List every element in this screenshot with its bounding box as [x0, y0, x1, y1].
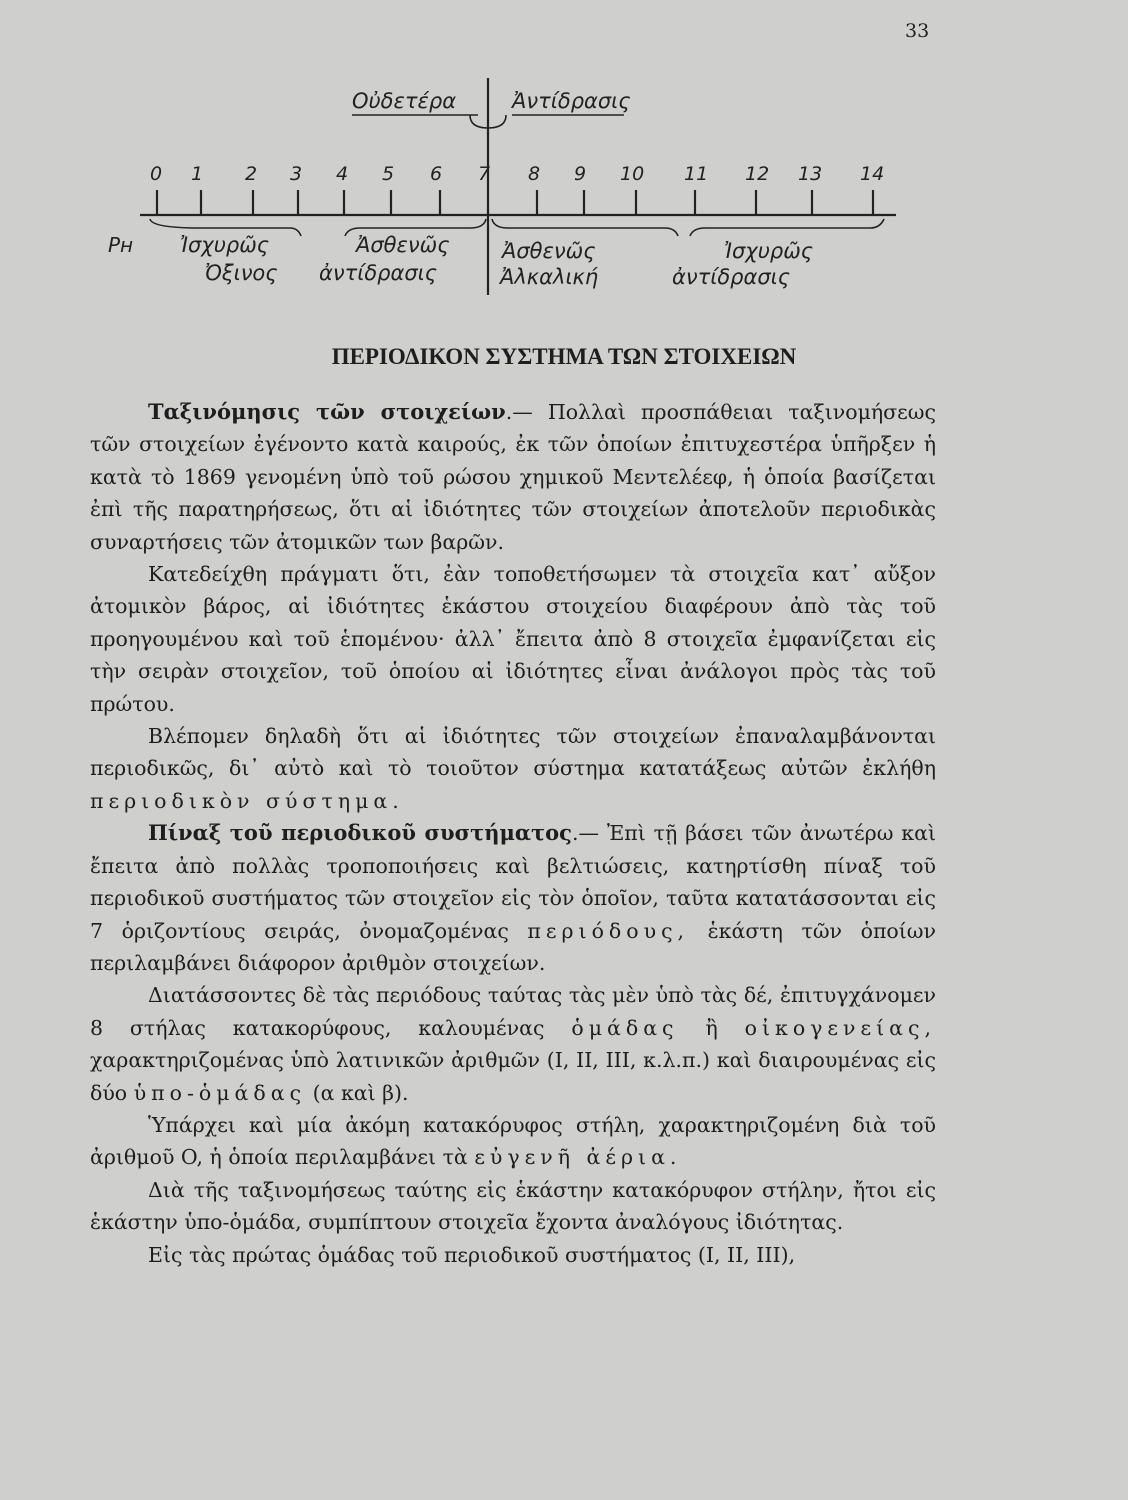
- tick-label: 4: [336, 163, 349, 185]
- paragraph: [90, 1174, 936, 1239]
- paragraph-title: Ταξινόμησις τῶν στοιχείων: [148, 399, 506, 424]
- paragraph-text: Ὑπάρχει καὶ μία ἀκόμη κατακόρυφος στήλη, χαρακτηριζομένη διὰ τοῦ ἀριθμοῦ O, ἡ ὁποία περιλαμβάνει τὰ: [90, 1112, 936, 1170]
- reaction-label-left: ἀντίδρασις: [319, 261, 438, 285]
- tick-label: 5: [382, 163, 395, 185]
- strong-base-label: Ἰσχυρῶς: [724, 239, 814, 263]
- page-number: 33: [905, 20, 930, 42]
- paragraph-text: Εἰς τὰς πρώτας ὁμάδας τοῦ περιοδικοῦ συστήματος (I, II, III),: [148, 1242, 796, 1267]
- paragraph-text: ἑκάστη τῶν ὁποίων περιλαμβάνει διάφορον ἀριθμὸν στοιχείων.: [90, 918, 936, 975]
- spaced-term: περιοδικὸν σύστημα.: [90, 788, 404, 813]
- ph-scale-diagram: [0, 0, 1128, 330]
- strong-acid-label: Ἰσχυρῶς: [180, 233, 270, 257]
- tick-label: 14: [860, 163, 885, 185]
- paragraph-text: .— Ἐπὶ τῇ βάσει τῶν ἀνωτέρω καὶ ἔπειτα ἀπὸ πολλὰς τροποποιήσεις καὶ βελτιώσεις, κατηρτίσθη πίναξ τοῦ περιοδικοῦ συστήματος τῶν στοιχεῖον εἰς τὸν ὁποῖον, ταῦτα κατατάσσονται εἰς 7 ὁριζοντίους σειράς, ὀνομαζομένας: [90, 821, 936, 943]
- section-heading: ΠΕΡΙΟΔΙΚΟΝ ΣΥΣΤΗΜΑ ΤΩΝ ΣΤΟΙΧΕΙΩΝ: [331, 344, 797, 369]
- paragraph: [90, 1239, 936, 1271]
- paragraph-text: Διὰ τῆς ταξινομήσεως ταύτης εἰς ἑκάστην κατακόρυφον στήλην, ἤτοι εἰς ἑκάστην ὑπο-ὁμάδα, συμπίπτουν στοιχεῖα ἔχοντα ἀναλόγους ἰδιότητας.: [90, 1177, 936, 1235]
- tick-label: 7: [478, 163, 491, 185]
- paragraph-text: χαρακτηριζομένας ὑπὸ λατινικῶν ἀριθμῶν (I, II, III, κ.λ.π.) καὶ διαιρουμένας εἰς δύο: [90, 1048, 936, 1105]
- tick-label: 10: [620, 163, 645, 185]
- paragraph-text: Βλέπομεν δηλαδὴ ὅτι αἱ ἰδιότητες τῶν στοιχείων ἐπαναλαμβάνονται περιοδικῶς, δι᾽ αὐτὸ καὶ τὸ τοιοῦτον σύστημα κατατάξεως αὐτῶν ἐκλήθη: [90, 724, 936, 781]
- tick-label: 1: [191, 163, 204, 185]
- paragraph-text: .— Πολλαὶ προσπάθειαι ταξινομήσεως τῶν στοιχείων ἐγένοντο κατὰ καιρούς, ἐκ τῶν ὁποίων ἐπιτυχεστέρα ὑπῆρξεν ἡ κατὰ τὸ 1869 γενομένη ὑπὸ τοῦ ρώσου χημικοῦ Μεντελέεφ, ἡ ὁποία βασίζεται ἐπὶ τῆς παρατηρήσεως, ὅτι αἱ ἰδιότητες τῶν στοιχείων ἀποτελοῦν περιοδικὰς συναρτήσεις τῶν ἀτομικῶν των βαρῶν.: [90, 400, 936, 554]
- tick-label: 3: [290, 163, 303, 185]
- ph-tick-labels: [150, 163, 884, 185]
- acid-label: Ὀξινος: [205, 261, 278, 285]
- tick-label: 6: [430, 163, 443, 185]
- spaced-term: οἰκογενείας,: [744, 1015, 936, 1040]
- tick-label: 0: [150, 163, 163, 185]
- spaced-term: ὑπο-ὁμάδας: [133, 1080, 307, 1105]
- paragraph: [90, 817, 936, 979]
- body-text: [90, 396, 936, 1271]
- neutral-label: Οὐδετέρα: [352, 89, 457, 113]
- weak-acid-label: Ἀσθενῶς: [356, 233, 450, 257]
- paragraph: [90, 396, 936, 558]
- weak-base-label: Ἀσθενῶς: [502, 239, 596, 263]
- ph-tick-marks: [157, 190, 873, 214]
- paragraph-text: ἢ: [705, 1015, 718, 1040]
- paragraph-text: (α καὶ β).: [312, 1080, 409, 1105]
- paragraph: [90, 1109, 936, 1174]
- paragraph: [90, 720, 936, 817]
- reaction-label-top: Ἀντίδρασις: [512, 89, 631, 113]
- paragraph-text: Κατεδείχθη πράγματι ὅτι, ἐὰν τοποθετήσωμεν τὰ στοιχεῖα κατ᾽ αὔξον ἀτομικὸν βάρος, αἱ ἰδιότητες ἑκάστου στοιχείου διαφέρουν ἀπὸ τὰς τοῦ προηγουμένου καὶ τοῦ ἑπομένου· ἀλλ᾽ ἔπειτα ἀπὸ 8 στοιχεῖα ἐμφανίζεται εἰς τὴν σειρὰν στοιχεῖον, τοῦ ὁποίου αἱ ἰδιότητες εἶναι ἀνάλογοι πρὸς τὰς τοῦ πρώτου.: [90, 562, 936, 716]
- paragraph-text: Διατάσσοντες δὲ τὰς περιόδους ταύτας τὰς μὲν ὑπὸ τὰς δέ, ἐπιτυγχάνομεν 8 στήλας κατακορύφους, καλουμένας: [90, 983, 936, 1040]
- paragraph: [90, 979, 936, 1109]
- tick-label: 13: [798, 163, 823, 185]
- tick-label: 9: [574, 163, 587, 185]
- alkaline-label: Ἀλκαλική: [500, 265, 599, 289]
- tick-label: 12: [745, 163, 770, 185]
- spaced-term: περιόδους,: [527, 918, 690, 943]
- ph-label: Pн: [108, 233, 134, 257]
- reaction-label-right: ἀντίδρασις: [672, 265, 791, 289]
- spaced-term: εὐγενῆ ἀέρια.: [474, 1145, 682, 1170]
- tick-label: 11: [684, 163, 709, 185]
- paragraph-title: Πίναξ τοῦ περιοδικοῦ συστήματος: [148, 820, 572, 846]
- spaced-term: ὁμάδας: [571, 1015, 679, 1040]
- tick-label: 8: [528, 163, 541, 185]
- tick-label: 2: [245, 163, 258, 185]
- paragraph: [90, 558, 936, 720]
